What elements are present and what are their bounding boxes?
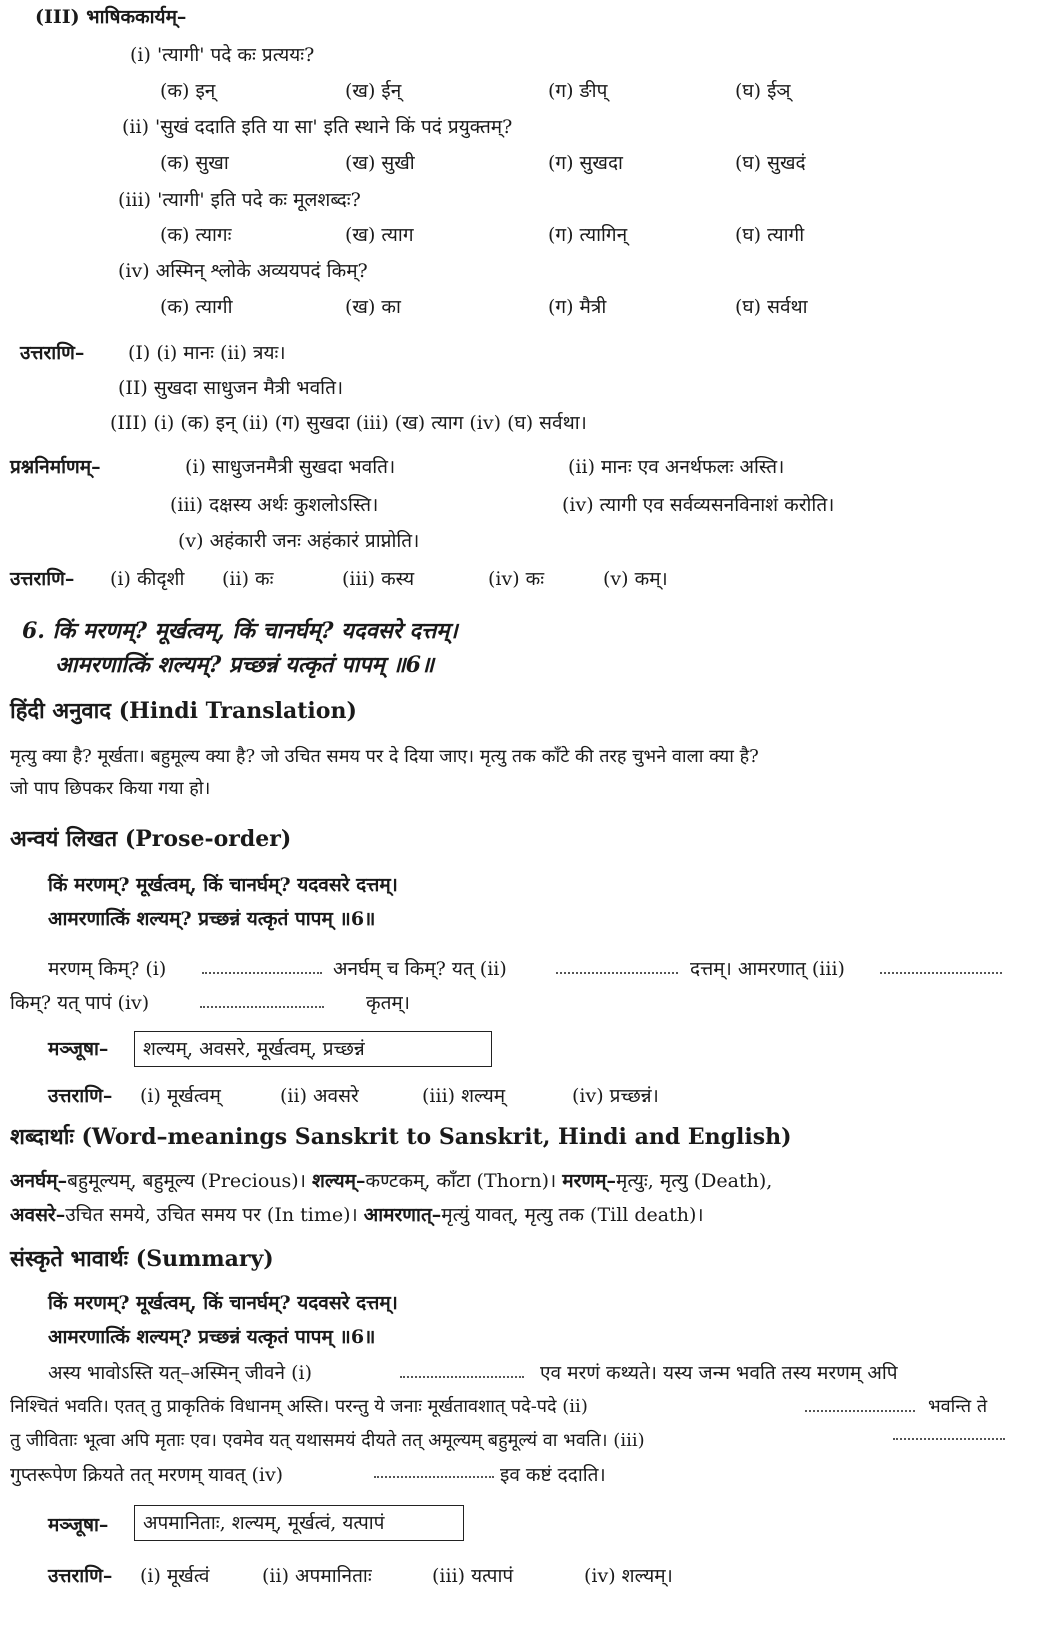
- section-heading: शब्दार्थाः (Word–meanings Sanskrit to Sanskrit, Hindi and English): [10, 1124, 792, 1150]
- question: (iii) दक्षस्य अर्थः कुशलोऽस्ति।: [170, 494, 379, 516]
- verse-line: आमरणात्किं शल्यम्? प्रच्छन्नं यत्कृतं पापम् ॥6॥: [55, 652, 435, 678]
- option: (ख) का: [345, 296, 401, 318]
- fill-text: अनर्घम् च किम्? यत् (ii): [333, 958, 507, 980]
- word-box: शल्यम्, अवसरे, मूर्खत्वम्, प्रच्छन्नं: [134, 1031, 492, 1067]
- answer-item: (i) मूर्खत्वं: [140, 1565, 210, 1587]
- summary-text: तु जीविताः भूत्वा अपि मृताः एव। एवमेव यत् यथासमयं दीयते तत् अमूल्यम् बहुमूल्यं वा भवति। (iii): [10, 1430, 645, 1451]
- word-term: आमरणात्–: [363, 1204, 442, 1226]
- section-heading: (III) भाषिककार्यम्–: [35, 6, 187, 28]
- question: (i) साधुजनमैत्री सुखदा भवति।: [185, 456, 396, 478]
- blank: [202, 958, 322, 974]
- option: (क) सुखा: [160, 152, 229, 174]
- question: (iii) 'त्यागी' इति पदे कः मूलशब्दः?: [118, 189, 361, 211]
- answers-label: उत्तराणि–: [10, 568, 75, 590]
- blank: [805, 1396, 915, 1412]
- summary-text: निश्चितं भवति। एतत् तु प्राकृतिकं विधानम् अस्ति। परन्तु ये जनाः मूर्खतावशात् पदे-पदे (ii): [10, 1396, 588, 1417]
- answer-item: (v) कम्।: [603, 568, 668, 590]
- translation-line: जो पाप छिपकर किया गया हो।: [10, 778, 211, 799]
- option: (घ) त्यागी: [735, 224, 805, 246]
- section-heading: संस्कृते भावार्थः (Summary): [10, 1246, 274, 1272]
- answers-label: उत्तराणि–: [48, 1565, 113, 1587]
- fill-text: मरणम् किम्? (i): [48, 958, 167, 980]
- option: (घ) सर्वथा: [735, 296, 808, 318]
- verse-line: किं मरणम्? मूर्खत्वम्, किं चानर्घम्? यदवसरे दत्तम्।: [48, 1292, 398, 1314]
- word-box: अपमानिताः, शल्यम्, मूर्खत्वं, यत्पापं: [134, 1505, 464, 1541]
- answer-item: (iii) यत्पापं: [432, 1565, 514, 1587]
- answer-item: (i) मूर्खत्वम्: [140, 1085, 221, 1107]
- answer-item: (ii) अपमानिताः: [262, 1565, 372, 1587]
- answers-label: उत्तराणि–: [20, 342, 85, 364]
- answer-item: (i) कीदृशी: [110, 568, 185, 590]
- blank: [893, 1424, 1005, 1440]
- translation-line: मृत्यु क्या है? मूर्खता। बहुमूल्य क्या है? जो उचित समय पर दे दिया जाए। मृत्यु तक काँटे की तरह चुभने वाला क्या है?: [10, 746, 759, 767]
- word-term: अनर्घम्–: [10, 1170, 68, 1192]
- fill-text: किम्? यत् पापं (iv): [10, 992, 150, 1014]
- summary-text: भवन्ति ते: [928, 1396, 988, 1417]
- question: (ii) 'सुखं ददाति इति या सा' इति स्थाने किं पदं प्रयुक्तम्?: [122, 116, 513, 138]
- question: (v) अहंकारी जनः अहंकारं प्राप्नोति।: [178, 530, 420, 552]
- section-heading: प्रश्ननिर्माणम्–: [10, 456, 101, 478]
- blank: [374, 1462, 494, 1478]
- answers-label: उत्तराणि–: [48, 1085, 113, 1107]
- verse-line: 6. किं मरणम्? मूर्खत्वम्, किं चानर्घम्? यदवसरे दत्तम्।: [22, 618, 458, 644]
- word-meaning: मृत्युः, मृत्यु (Death),: [616, 1170, 773, 1192]
- blank: [556, 958, 678, 974]
- word-meaning-line: [10, 1168, 772, 1194]
- answer-item: (iv) शल्यम्।: [584, 1565, 673, 1587]
- word-meaning: उचित समये, उचित समय पर (In time)।: [65, 1204, 358, 1226]
- section-heading: हिंदी अनुवाद (Hindi Translation): [10, 698, 357, 724]
- option: (ग) सुखदा: [548, 152, 623, 174]
- fill-text: कृतम्।: [366, 992, 410, 1014]
- summary-text: गुप्तरूपेण क्रियते तत् मरणम् यावत् (iv): [10, 1464, 284, 1486]
- word-term: अवसरे–: [10, 1204, 66, 1226]
- verse-line: आमरणात्किं शल्यम्? प्रच्छन्नं यत्कृतं पापम् ॥6॥: [48, 1326, 376, 1348]
- answer-item: (iii) शल्यम्: [422, 1085, 506, 1107]
- answer-line: (III) (i) (क) इन् (ii) (ग) सुखदा (iii) (ख) त्याग (iv) (घ) सर्वथा।: [110, 412, 587, 434]
- option: (ग) ङीप्: [548, 80, 608, 102]
- word-box-label: मञ्जूषा–: [48, 1514, 109, 1536]
- word-meaning-line: [10, 1202, 704, 1228]
- option: (क) त्यागः: [160, 224, 232, 246]
- question: (i) 'त्यागी' पदे कः प्रत्ययः?: [130, 44, 315, 66]
- answer-item: (iii) कस्य: [342, 568, 415, 590]
- word-meaning: बहुमूल्यम्, बहुमूल्य (Precious)।: [67, 1170, 306, 1192]
- verse-line: किं मरणम्? मूर्खत्वम्, किं चानर्घम्? यदवसरे दत्तम्।: [48, 874, 398, 896]
- word-term: शल्यम्–: [311, 1170, 366, 1192]
- option: (क) इन्: [160, 80, 216, 102]
- question: (iv) अस्मिन् श्लोके अव्ययपदं किम्?: [118, 260, 368, 282]
- summary-text: अस्य भावोऽस्ति यत्–अस्मिन् जीवने (i): [48, 1362, 312, 1384]
- answer-item: (iv) कः: [488, 568, 545, 590]
- word-box-label: मञ्जूषा–: [48, 1038, 109, 1060]
- answer-line: (I) (i) मानः (ii) त्रयः।: [128, 342, 286, 364]
- blank: [200, 992, 324, 1008]
- option: (ख) त्याग: [345, 224, 414, 246]
- option: (ग) मैत्री: [548, 296, 607, 318]
- word-meaning: मृत्युं यावत्, मृत्यु तक (Till death)।: [441, 1204, 704, 1226]
- blank: [400, 1362, 524, 1378]
- blank: [880, 958, 1002, 974]
- question: (ii) मानः एव अनर्थफलः अस्ति।: [568, 456, 785, 478]
- summary-text: इव कष्टं ददाति।: [500, 1464, 606, 1486]
- section-heading: अन्वयं लिखत (Prose-order): [10, 826, 292, 852]
- fill-text: दत्तम्। आमरणात् (iii): [690, 958, 845, 980]
- answer-item: (iv) प्रच्छन्नं।: [572, 1085, 659, 1107]
- option: (ख) ईन्: [345, 80, 402, 102]
- option: (घ) सुखदं: [735, 152, 806, 174]
- word-meaning: कण्टकम्, काँटा (Thorn)।: [365, 1170, 557, 1192]
- verse-line: आमरणात्किं शल्यम्? प्रच्छन्नं यत्कृतं पापम् ॥6॥: [48, 908, 376, 930]
- question: (iv) त्यागी एव सर्वव्यसनविनाशं करोति।: [562, 494, 835, 516]
- answer-item: (ii) अवसरे: [280, 1085, 359, 1107]
- answer-item: (ii) कः: [222, 568, 274, 590]
- answer-line: (II) सुखदा साधुजन मैत्री भवति।: [118, 377, 344, 399]
- option: (क) त्यागी: [160, 296, 233, 318]
- option: (घ) ईञ्: [735, 80, 791, 102]
- summary-text: एव मरणं कथ्यते। यस्य जन्म भवति तस्य मरणम् अपि: [540, 1362, 898, 1384]
- option: (ख) सुखी: [345, 152, 415, 174]
- word-term: मरणम्–: [562, 1170, 617, 1192]
- option: (ग) त्यागिन्: [548, 224, 628, 246]
